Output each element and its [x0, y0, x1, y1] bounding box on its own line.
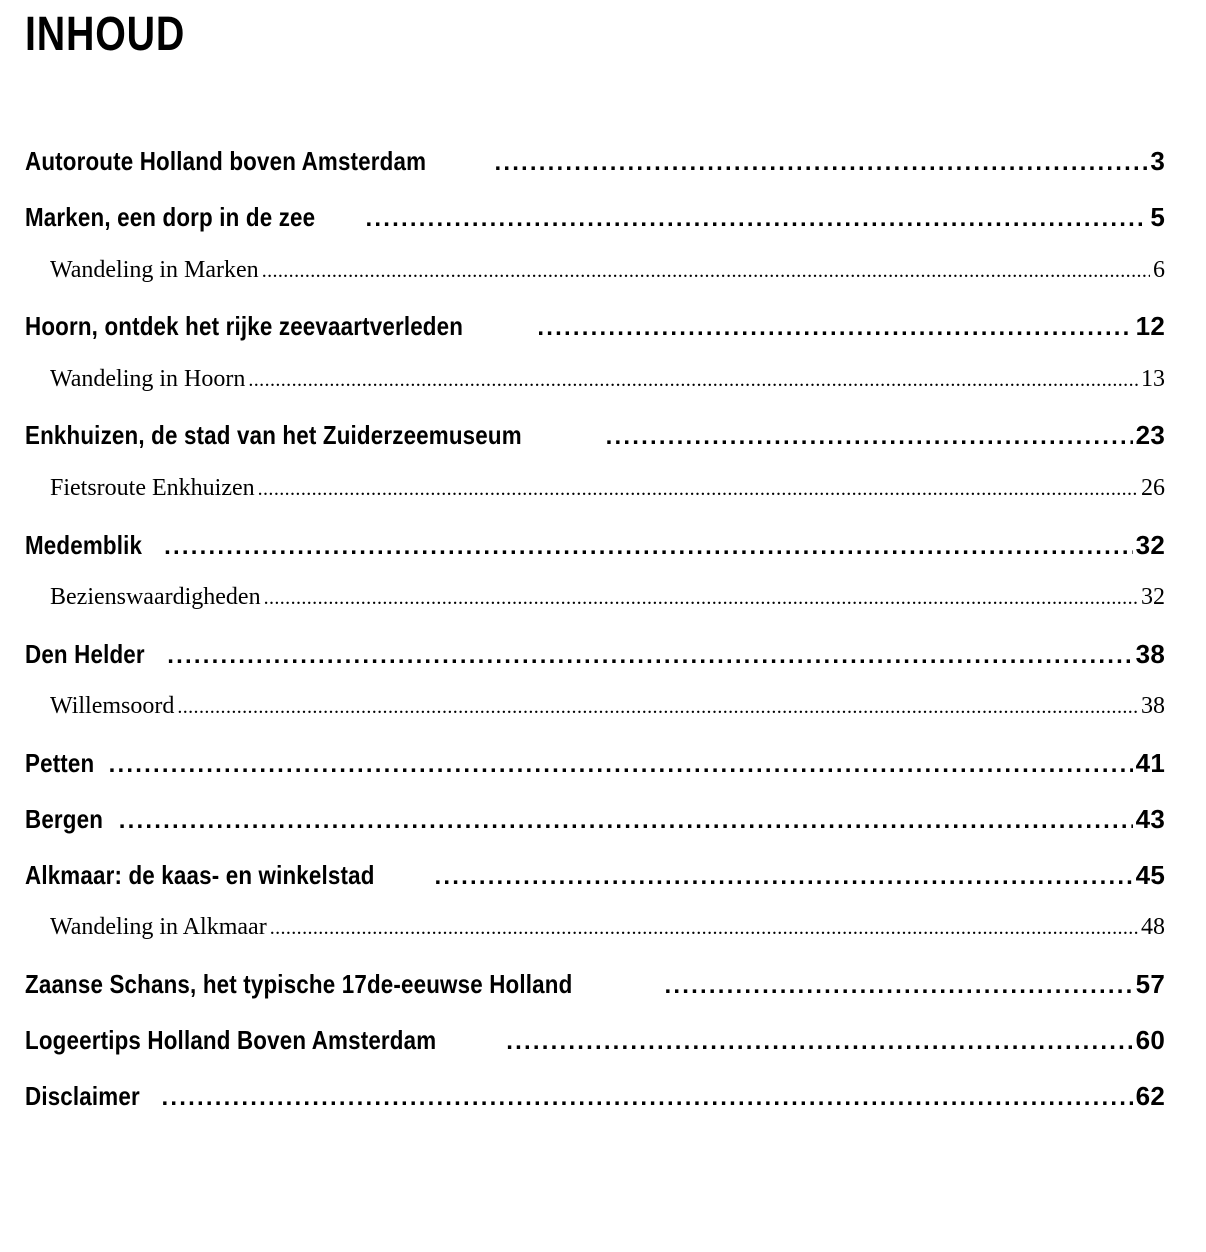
dot-leader — [506, 1028, 1132, 1056]
toc-entry-page: 41 — [1135, 748, 1165, 778]
toc-entry[interactable] — [25, 804, 1165, 838]
toc-entry-title: Autoroute Holland boven Amsterdam — [25, 146, 427, 176]
toc-entry-page: 48 — [1141, 914, 1165, 940]
toc-entry[interactable] — [25, 969, 1165, 1003]
toc-subentry[interactable] — [50, 366, 1165, 400]
toc-entry-title: Wandeling in Marken — [50, 257, 259, 283]
toc-entry-title: Medemblik — [25, 530, 143, 560]
toc-entry[interactable] — [25, 311, 1165, 345]
toc-entry[interactable] — [25, 420, 1165, 454]
toc-entry[interactable] — [25, 146, 1165, 180]
toc-entry-page: 26 — [1141, 475, 1165, 501]
dot-leader — [494, 149, 1147, 177]
dot-leader — [537, 314, 1132, 342]
dot-leader — [248, 369, 1138, 392]
dot-leader — [177, 696, 1138, 719]
toc-entry-title: Bergen — [25, 804, 104, 834]
toc-entry-title: Enkhuizen, de stad van het Zuiderzeemuseum — [25, 420, 522, 450]
toc-entry-title: Zaanse Schans, het typische 17de-eeuwse Holland — [25, 969, 573, 999]
toc-entry[interactable] — [25, 639, 1165, 673]
toc-entry[interactable] — [25, 1025, 1165, 1059]
dot-leader — [606, 423, 1133, 451]
toc-subentry[interactable] — [50, 584, 1165, 618]
toc-subentry[interactable] — [50, 914, 1165, 948]
toc-entry-title: Wandeling in Hoorn — [50, 366, 246, 392]
toc-entry-title: Bezienswaardigheden — [50, 584, 261, 610]
toc-entry-title: Fietsroute Enkhuizen — [50, 475, 255, 501]
toc-entry-page: 45 — [1135, 860, 1165, 890]
toc-entry-page: 6 — [1153, 257, 1165, 283]
toc-entry-page: 57 — [1135, 969, 1165, 999]
dot-leader — [665, 972, 1133, 1000]
toc-entry-title: Willemsoord — [50, 693, 175, 719]
toc-entry-page: 32 — [1135, 530, 1165, 560]
dot-leader — [109, 751, 1133, 779]
toc-subentry[interactable] — [50, 475, 1165, 509]
toc-subentry[interactable] — [50, 693, 1165, 727]
toc-entry-title: Wandeling in Alkmaar — [50, 914, 267, 940]
toc-entry[interactable] — [25, 530, 1165, 564]
dot-leader — [262, 260, 1150, 283]
page-title: INHOUD — [25, 8, 186, 61]
toc-entry-title: Disclaimer — [25, 1081, 140, 1111]
toc-entry[interactable] — [25, 860, 1165, 894]
toc-entry-title: Logeertips Holland Boven Amsterdam — [25, 1025, 437, 1055]
toc-entry[interactable] — [25, 1081, 1165, 1115]
dot-leader — [270, 917, 1138, 940]
toc-entry-page: 13 — [1141, 366, 1165, 392]
toc-entry-page: 62 — [1135, 1081, 1165, 1111]
dot-leader — [258, 478, 1138, 501]
dot-leader — [366, 205, 1148, 233]
toc-entry-page: 60 — [1135, 1025, 1165, 1055]
toc-entry-title: Marken, een dorp in de zee — [25, 202, 316, 232]
toc-entry-title: Hoorn, ontdek het rijke zeevaartverleden — [25, 311, 464, 341]
dot-leader — [119, 807, 1133, 835]
toc-entry-page: 12 — [1135, 311, 1165, 341]
dot-leader — [162, 1084, 1133, 1112]
dot-leader — [434, 863, 1132, 891]
toc-entry-page: 38 — [1135, 639, 1165, 669]
toc-entry-title: Petten — [25, 748, 95, 778]
toc-entry-title: Alkmaar: de kaas- en winkelstad — [25, 860, 375, 890]
toc-entry-page: 43 — [1135, 804, 1165, 834]
toc-entry-page: 38 — [1141, 693, 1165, 719]
toc-subentry[interactable] — [50, 257, 1165, 291]
dot-leader — [264, 587, 1138, 610]
toc-entry-page: 23 — [1135, 420, 1165, 450]
toc-entry[interactable] — [25, 748, 1165, 782]
dot-leader — [164, 533, 1133, 561]
toc-entry-page: 32 — [1141, 584, 1165, 610]
toc-entry-page: 3 — [1150, 146, 1165, 176]
toc-entry-page: 5 — [1150, 202, 1165, 232]
toc-entry[interactable] — [25, 202, 1165, 236]
dot-leader — [167, 642, 1132, 670]
toc-entry-title: Den Helder — [25, 639, 145, 669]
